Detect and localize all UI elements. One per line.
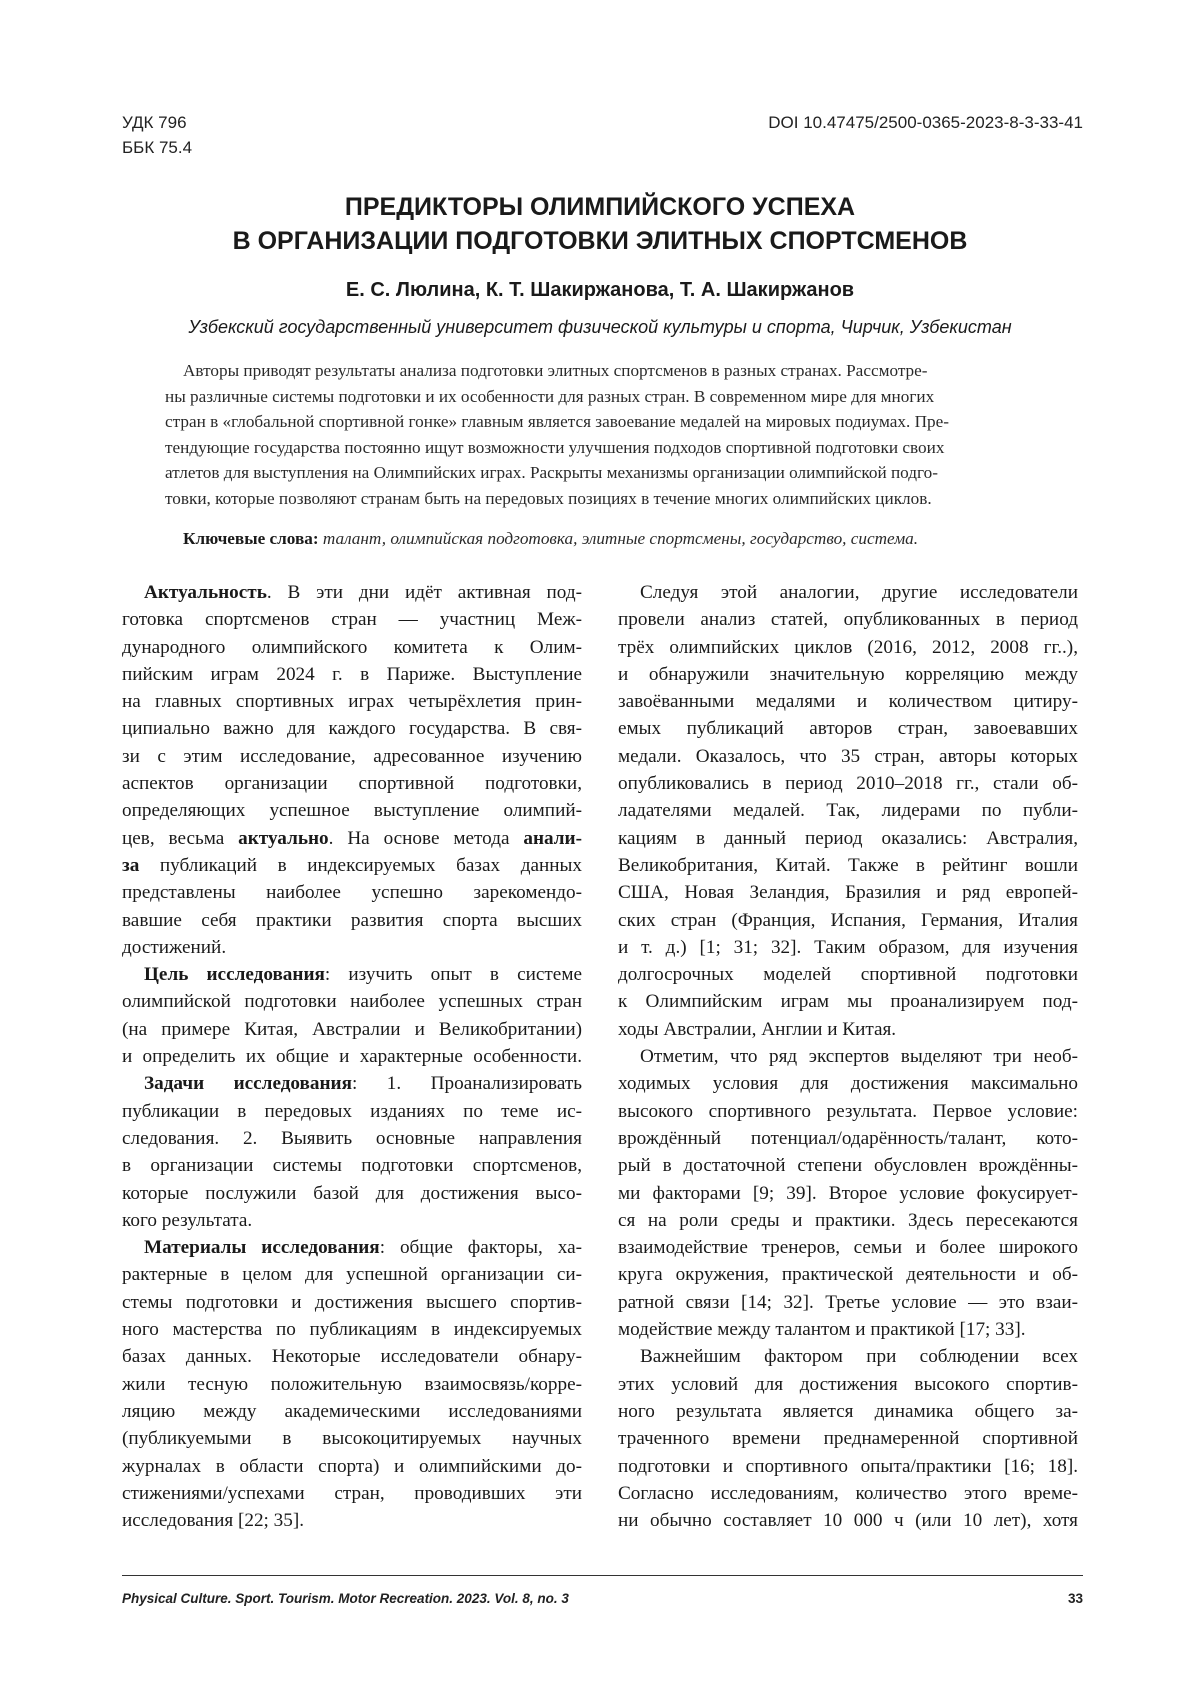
text-line: пийским играм 2024 г. в Париже. Выступление xyxy=(122,663,582,685)
affiliation: Узбекский государственный университет физической культуры и спорта, Чирчик, Узбекистан xyxy=(188,317,1012,337)
text-line: емых публикаций авторов стран, завоевавших xyxy=(618,718,1078,740)
text-line: кого результата. xyxy=(122,1209,253,1231)
text-line: Цель исследования: изучить опыт в системе xyxy=(144,964,582,986)
text-line: жили тесную положительную взаимосвязь/корре- xyxy=(122,1373,582,1395)
page-number: 33 xyxy=(1067,1591,1083,1606)
text-line: ляцию между академическими исследованиями xyxy=(122,1400,582,1422)
text-line: Согласно исследованиям, количество этого време- xyxy=(618,1482,1078,1504)
text-line: круга окружения, практической деятельности и об- xyxy=(618,1264,1078,1286)
text-line: достижений. xyxy=(122,936,227,958)
text-line: рый в достаточной степени обусловлен врождённы- xyxy=(618,1155,1078,1177)
text-line: Следуя этой аналогии, другие исследователи xyxy=(640,582,1078,603)
text-line: ми факторами [9; 39]. Второе условие фокусирует- xyxy=(618,1182,1078,1204)
text-line: на главных спортивных играх четырёхлетия прин- xyxy=(122,691,582,713)
text-line: и т. д.) [1; 31; 32]. Таким образом, для изучения xyxy=(618,936,1078,958)
text-line: ного результата является динамика общего за- xyxy=(618,1400,1078,1422)
text-line: зи с этим исследование, адресованное изучению xyxy=(122,745,582,767)
text-line: базах данных. Некоторые исследователи обнару- xyxy=(122,1346,582,1368)
text-line: высокого спортивного результата. Первое условие: xyxy=(618,1100,1078,1122)
text-line: завоёванными медалями и количеством цитиру- xyxy=(618,691,1078,713)
abstract-line: ны различные системы подготовки и их особенности для разных стран. В современном мире для многих xyxy=(165,386,935,406)
abstract-line: атлетов для выступления на Олимпийских играх. Раскрыты механизмы организации олимпийской подго- xyxy=(165,463,938,482)
footer-divider xyxy=(122,1575,1083,1576)
text-line: следования. 2. Выявить основные направления xyxy=(122,1127,582,1149)
keywords-label: Ключевые слова: xyxy=(183,529,319,548)
bbk-code: ББК 75.4 xyxy=(122,138,193,157)
authors: Е. С. Люлина, К. Т. Шакиржанова, Т. А. Шакиржанов xyxy=(345,279,855,301)
text-line: стемы подготовки и достижения высшего спортив- xyxy=(122,1291,582,1313)
text-line: Материалы исследования: общие факторы, ха- xyxy=(144,1237,582,1259)
text-line: этих условий для достижения высокого спортив- xyxy=(618,1373,1078,1395)
keywords-text: талант, олимпийская подготовка, элитные спортсмены, государство, система. xyxy=(318,529,919,548)
text-line: ратной связи [14; 32]. Третье условие — это взаи- xyxy=(618,1291,1078,1313)
title-line-2: В ОРГАНИЗАЦИИ ПОДГОТОВКИ ЭЛИТНЫХ СПОРТСМЕНОВ xyxy=(232,227,968,255)
section-heading-tasks: Задачи исследования xyxy=(144,1073,352,1095)
text-line: ся на роли среды и практики. Здесь пересекаются xyxy=(618,1209,1078,1231)
text-line: подготовки и спортивного опыта/практики [16; 18]. xyxy=(618,1455,1078,1477)
article-title xyxy=(0,190,1200,258)
text-line: (публикуемыми в высокоцитируемых научных xyxy=(122,1428,582,1450)
text-line: за публикаций в индексируемых базах данных xyxy=(122,854,582,876)
text-line: представлены наиболее успешно зарекомендо- xyxy=(122,882,582,904)
text-line: и определить их общие и характерные особенности. xyxy=(122,1046,582,1068)
text-line: вавшие себя практики развития спорта высших xyxy=(122,909,582,931)
abstract-line: товки, которые позволяют странам быть на передовых позициях в течение многих олимпийских циклов. xyxy=(165,488,932,508)
text-line: ладателями медалей. Так, лидерами по публи- xyxy=(618,800,1078,822)
text-line: аспектов организации спортивной подготовки, xyxy=(122,773,582,795)
text-line: провели анализ статей, опубликованных в период xyxy=(618,609,1078,631)
text-line: исследования [22; 35]. xyxy=(122,1510,305,1532)
right-column xyxy=(618,579,1078,1534)
section-heading-relevance: Актуальность xyxy=(144,582,267,603)
abstract-line: Авторы приводят результаты анализа подготовки элитных спортсменов в разных странах. Рассмотре- xyxy=(183,361,928,380)
abstract-line: стран в «глобальной спортивной гонке» главным является завоевание медалей на мировых подиумах. Пре- xyxy=(165,412,949,431)
text-line: врождённый потенциал/одарённость/талант, кото- xyxy=(618,1127,1078,1149)
text-line: рактерные в целом для успешной организации си- xyxy=(122,1264,582,1286)
text-line: медали. Оказалось, что 35 стран, авторы которых xyxy=(618,745,1078,767)
abstract-line: тендующие государства постоянно ищут возможности улучшения подходов спортивной подготовки своих xyxy=(165,437,945,457)
text-line: в организации системы подготовки спортсменов, xyxy=(122,1155,582,1177)
doi: DOI 10.47475/2500-0365-2023-8-3-33-41 xyxy=(768,113,1083,132)
section-heading-goal: Цель исследования xyxy=(144,964,325,986)
text-line: ного мастерства по публикациям в индексируемых xyxy=(122,1319,582,1341)
text-line: стижениями/успехами стран, проводивших эти xyxy=(122,1482,582,1504)
text-line: долгосрочных моделей спортивной подготовки xyxy=(618,964,1078,986)
text-line: ни обычно составляет 10 000 ч (или 10 лет), хотя xyxy=(618,1510,1078,1532)
udc-bbk-block xyxy=(122,110,192,160)
text-line: ходы Австралии, Англии и Китая. xyxy=(618,1018,897,1040)
text-line: Актуальность. В эти дни идёт активная под- xyxy=(144,582,582,603)
text-line: ципиально важно для каждого государства. В свя- xyxy=(122,718,582,740)
text-line: публикации в передовых изданиях по теме ис- xyxy=(122,1100,582,1122)
text-line: готовка спортсменов стран — участниц Меж- xyxy=(122,609,582,631)
abstract xyxy=(165,358,1058,511)
text-line: определяющих успешное выступление олимпий- xyxy=(122,800,582,822)
section-heading-materials: Материалы исследования xyxy=(144,1237,380,1259)
text-line: взаимодействие тренеров, семьи и более широкого xyxy=(618,1237,1078,1259)
title-line-1: ПРЕДИКТОРЫ ОЛИМПИЙСКОГО УСПЕХА xyxy=(344,193,856,221)
text-line: модействие между талантом и практикой [17; 33]. xyxy=(618,1319,1026,1341)
text-line: США, Новая Зеландия, Бразилия и ряд европей- xyxy=(618,882,1078,904)
text-line: (на примере Китая, Австралии и Великобритании) xyxy=(122,1018,582,1040)
text-line: Задачи исследования: 1. Проанализировать xyxy=(144,1073,582,1095)
text-line: трёх олимпийских циклов (2016, 2012, 2008 гг..), xyxy=(618,636,1078,658)
text-line: которые послужили базой для достижения высо- xyxy=(122,1182,582,1204)
text-line: ходимых условия для достижения максимально xyxy=(618,1073,1078,1095)
journal-citation: Physical Culture. Sport. Tourism. Motor Recreation. 2023. Vol. 8, no. 3 xyxy=(122,1591,569,1606)
text-line: журналах в области спорта) и олимпийскими до- xyxy=(122,1455,582,1477)
text-line: дународного олимпийского комитета к Олим- xyxy=(122,636,582,658)
text-line: Важнейшим фактором при соблюдении всех xyxy=(640,1346,1078,1368)
text-line: к Олимпийским играм мы проанализируем под- xyxy=(618,991,1078,1013)
text-line: цев, весьма актуально. На основе метода анали- xyxy=(122,827,582,849)
text-line: олимпийской подготовки наиболее успешных стран xyxy=(122,991,582,1013)
text-line: и обнаружили значительную корреляцию между xyxy=(618,663,1078,685)
text-line: ских стран (Франция, Испания, Германия, Италия xyxy=(618,909,1078,931)
text-line: Великобритания, Китай. Также в рейтинг вошли xyxy=(618,854,1078,876)
left-column xyxy=(122,579,582,1534)
text-line: кациям в данный период оказались: Австралия, xyxy=(618,827,1078,849)
text-line: Отметим, что ряд экспертов выделяют три необ- xyxy=(640,1046,1078,1068)
udc-code: УДК 796 xyxy=(122,113,187,132)
text-line: опубликовались в период 2010–2018 гг., стали об- xyxy=(618,773,1078,795)
keywords xyxy=(183,526,918,551)
text-line: траченного времени преднамеренной спортивной xyxy=(618,1428,1078,1450)
